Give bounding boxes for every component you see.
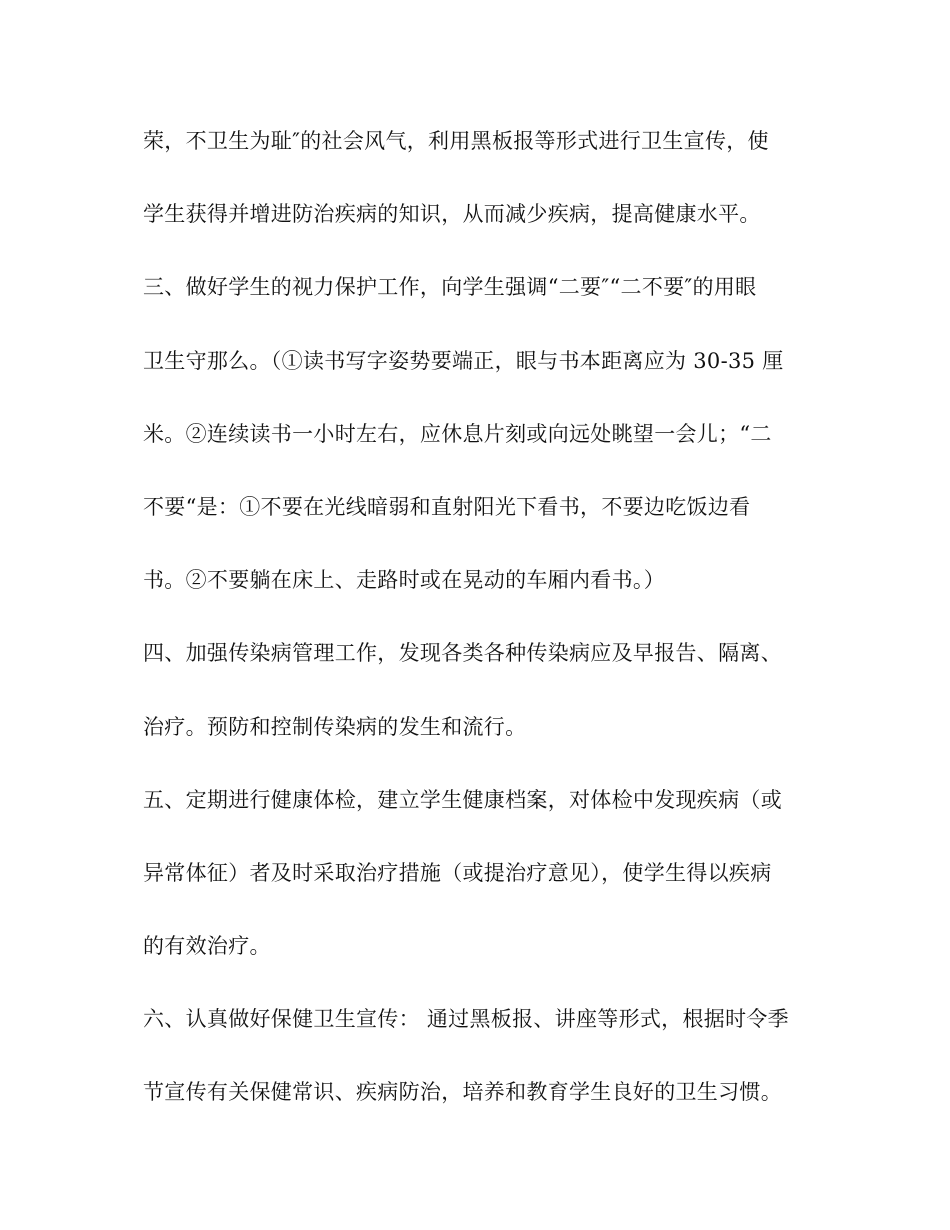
document-body: [143, 118, 813, 1143]
text-line: 六、认真做好保健卫生宣传： 通过黑板报、讲座等形式，根据时令季: [143, 1007, 789, 1032]
text-line: 荣，不卫生为耻″的社会风气，利用黑板报等形式进行卫生宣传，使: [143, 129, 769, 153]
text-line: 学生获得并增进防治疾病的知识，从而减少疾病，提高健康水平。: [143, 202, 761, 227]
text-line: 节宣传有关保健常识、疾病防治，培养和教育学生良好的卫生习惯。: [143, 1080, 782, 1105]
text-line: 异常体征）者及时采取治疗措施（或提治疗意见），使学生得以疾病: [143, 860, 772, 885]
text-line: 治疗。预防和控制传染病的发生和流行。: [143, 714, 527, 739]
text-line: 的有效治疗。: [143, 934, 271, 959]
text-line: 五、定期进行健康体检，建立学生健康档案，对体检中发现疾病（或: [143, 787, 782, 812]
text-line: 不要“是：①不要在光线暗弱和直射阳光下看书，不要边吃饭边看: [143, 494, 751, 519]
text-line: 三、做好学生的视力保护工作，向学生强调“二要″“二不要″的用眼: [143, 275, 757, 300]
text-line: 四、加强传染病管理工作，发现各类各种传染病应及早报告、隔离、: [143, 641, 782, 666]
text-line: 书。②不要躺在床上、走路时或在晃动的车厢内看书。）: [143, 568, 665, 593]
text-line: 卫生守那么。（①读书写字姿势要端正，眼与书本距离应为 30-35 厘: [143, 348, 784, 373]
text-line: 米。②连续读书一小时左右，应休息片刻或向远处眺望一会儿；“二: [143, 421, 772, 446]
